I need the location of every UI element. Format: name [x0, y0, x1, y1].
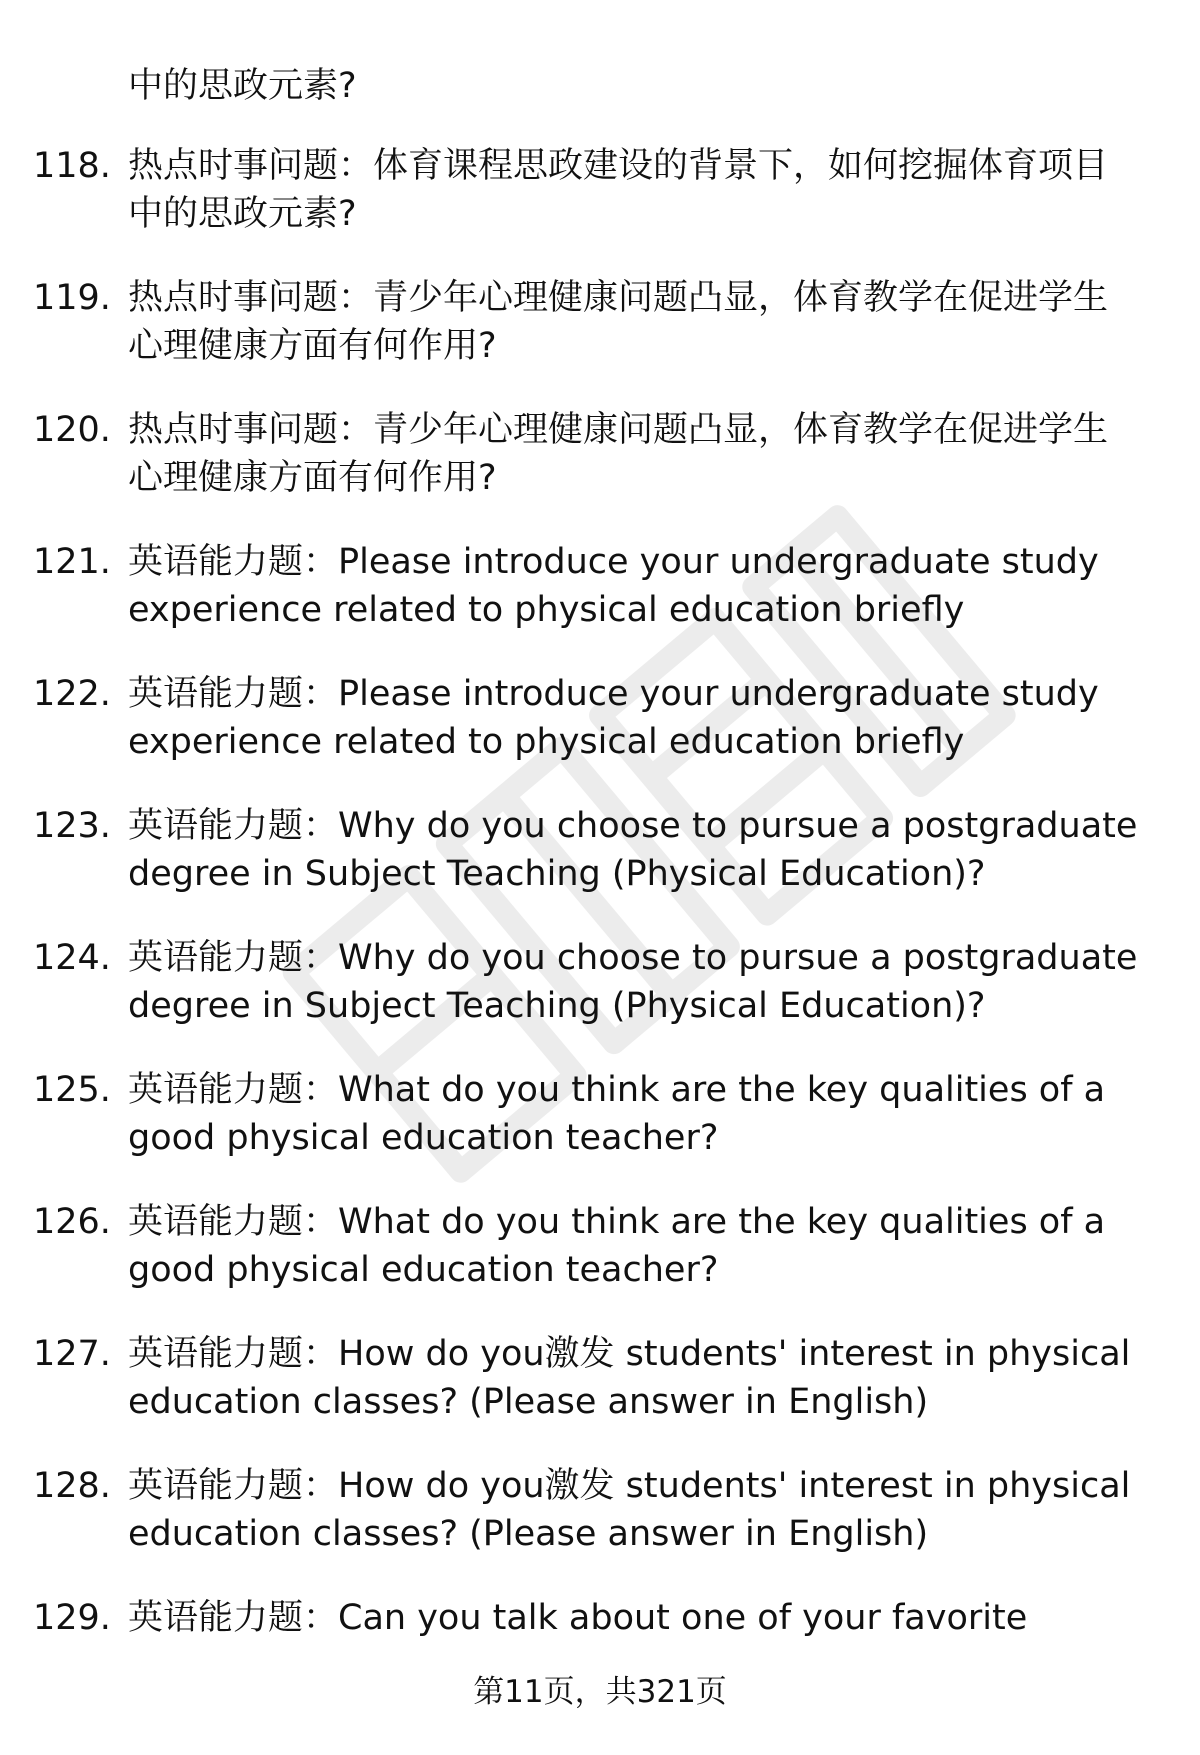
question-item: [0, 142, 1200, 274]
question-text: 英语能力题：What do you think are the key qualities of a good physical education teacher?: [128, 1070, 1106, 1158]
question-text: 英语能力题：How do you激发 students' interest in physical education classes? (Please answer in English): [128, 1334, 1131, 1422]
question-text: 英语能力题：How do you激发 students' interest in physical education classes? (Please answer in English): [128, 1466, 1131, 1554]
question-number: 119.: [33, 278, 111, 318]
question-number: 122.: [33, 674, 111, 714]
question-number: 125.: [33, 1070, 111, 1110]
question-text: 英语能力题：Can you talk about one of your favorite: [128, 1598, 1028, 1638]
question-item: [0, 934, 1200, 1066]
question-item: [0, 802, 1200, 934]
question-item: [0, 670, 1200, 802]
question-number: 126.: [33, 1202, 111, 1242]
question-item: [0, 274, 1200, 406]
question-text: 英语能力题：What do you think are the key qualities of a good physical education teacher?: [128, 1202, 1106, 1290]
question-item: [0, 406, 1200, 538]
question-number: 120.: [33, 410, 111, 450]
question-number: 121.: [33, 542, 111, 582]
question-number: 118.: [33, 146, 111, 186]
question-text: 热点时事问题：体育课程思政建设的背景下，如何挖掘体育项目 中的思政元素?: [128, 146, 1109, 234]
question-item: [0, 1066, 1200, 1198]
question-item: [0, 1198, 1200, 1330]
question-number: 123.: [33, 806, 111, 846]
question-number: 128.: [33, 1466, 111, 1506]
question-text: 英语能力题：Why do you choose to pursue a postgraduate degree in Subject Teaching (Physical Education)?: [128, 806, 1138, 894]
question-text: 英语能力题：Please introduce your undergraduate study experience related to physical education briefly: [128, 542, 1099, 630]
question-number: 124.: [33, 938, 111, 978]
question-text: 英语能力题：Please introduce your undergraduate study experience related to physical education briefly: [128, 674, 1099, 762]
page-number-footer: 第11页，共321页: [473, 1674, 727, 1710]
question-list: [0, 142, 1200, 1726]
question-number: 129.: [33, 1598, 111, 1638]
question-item: [0, 1330, 1200, 1462]
continued-question-text: 中的思政元素?: [128, 66, 357, 106]
question-text: 英语能力题：Why do you choose to pursue a postgraduate degree in Subject Teaching (Physical Education)?: [128, 938, 1138, 1026]
question-item: [0, 538, 1200, 670]
question-number: 127.: [33, 1334, 111, 1374]
question-text: 热点时事问题：青少年心理健康问题凸显，体育教学在促进学生 心理健康方面有何作用?: [128, 278, 1109, 366]
question-item: [0, 1462, 1200, 1594]
question-text: 热点时事问题：青少年心理健康问题凸显，体育教学在促进学生 心理健康方面有何作用?: [128, 410, 1109, 498]
